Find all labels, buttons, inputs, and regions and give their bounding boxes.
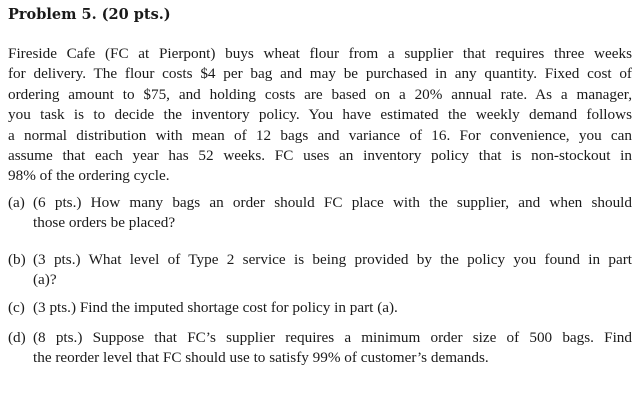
part-b-label: (b) [8,251,26,268]
intro-line: assume that each year has 52 weeks. FC uses an inventory policy that is non-stockout in [8,147,632,165]
part-d-line: (8 pts.) Suppose that FC’s supplier requires a minimum order size of 500 bags. Find [33,329,632,346]
intro-line: 98% of the ordering cycle. [8,167,170,185]
problem-intro [8,44,632,187]
part-c-label: (c) [8,299,25,316]
part-b-line: (a)? [33,271,57,289]
part-d-line: the reorder level that FC should use to satisfy 99% of customer’s demands. [33,349,489,367]
intro-line: for delivery. The flour costs $4 per bag and may be purchased in any quantity. Fixed cost of [8,65,632,83]
part-c-line: (3 pts.) Find the imputed shortage cost for policy in part (a). [33,299,398,316]
part-a-line: those orders be placed? [33,214,176,232]
intro-line: you task is to decide the inventory policy. You have estimated the weekly demand follows [8,106,632,124]
intro-line: a normal distribution with mean of 12 bags and variance of 16. For convenience, you can [8,126,632,144]
part-d-label: (d) [8,329,26,346]
intro-line: ordering amount to $75, and holding costs are based on a 20% annual rate. As a manager, [8,85,632,103]
part-b-line: (3 pts.) What level of Type 2 service is being provided by the policy you found in part [33,251,632,268]
part-a-label: (a) [8,194,25,211]
intro-line: Fireside Cafe (FC at Pierpont) buys wheat flour from a supplier that requires three weeks [8,45,632,62]
problem-title: Problem 5. (20 pts.) [8,6,171,23]
part-a-line: (6 pts.) How many bags an order should FC place with the supplier, and when should [33,194,632,211]
